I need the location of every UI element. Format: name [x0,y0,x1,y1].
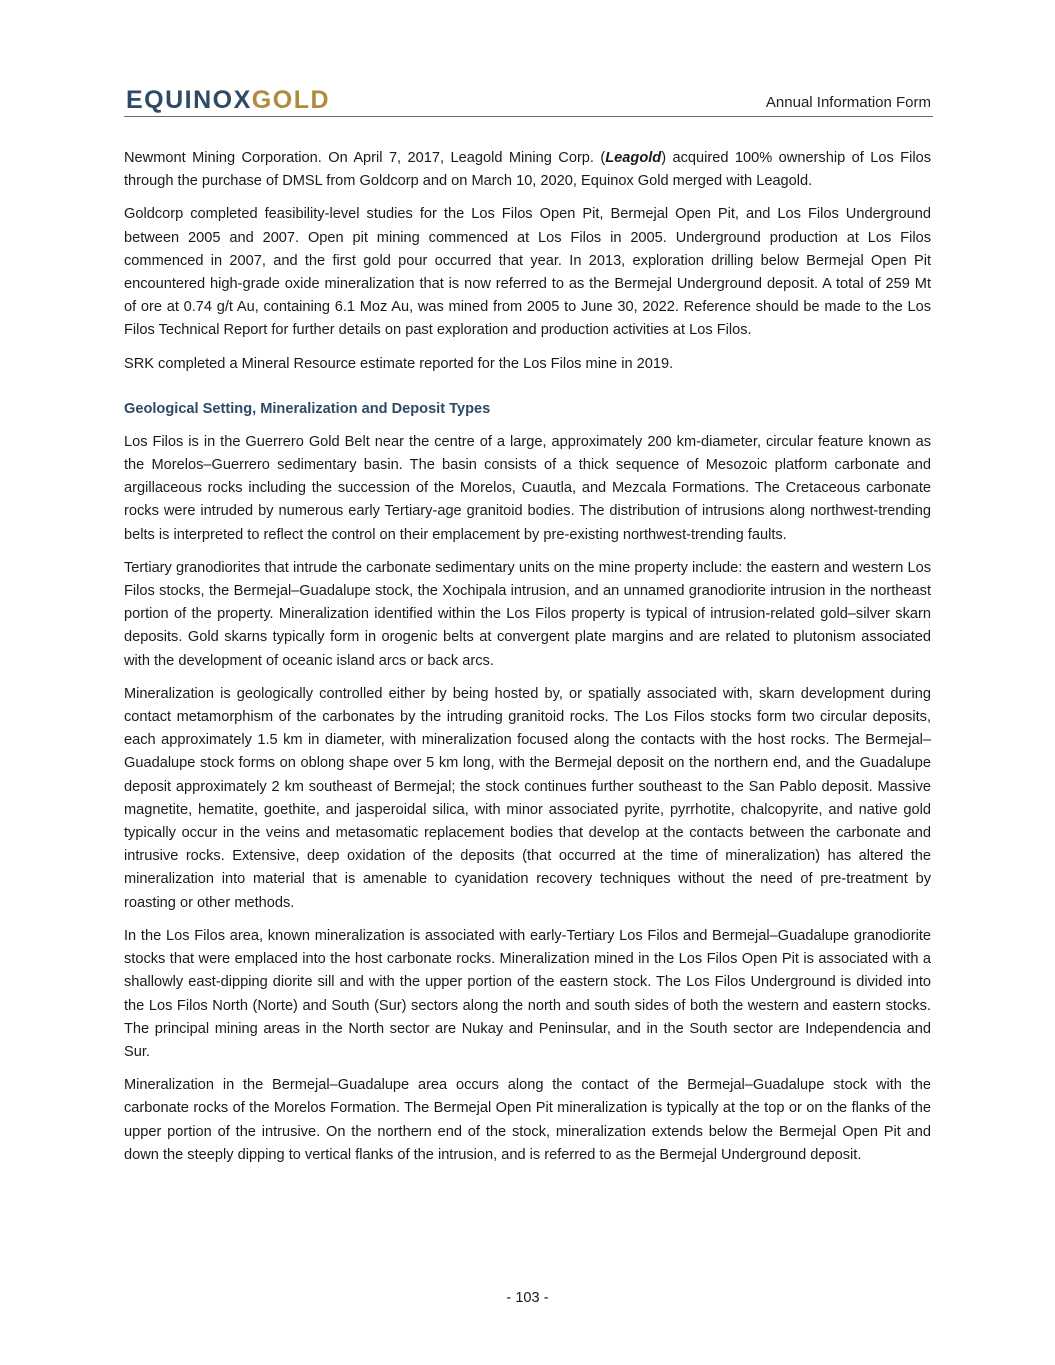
logo-text-equinox: EQUINOX [126,86,252,114]
paragraph-intrusions: Tertiary granodiorites that intrude the carbonate sedimentary units on the mine property include: the eastern and western Los Filos stocks, the Bermejal–Guadalupe stock, the Xochipala intrusion, and an unnamed granodiorite intrusion in the northeast portion of the property. Mineralization identified within the Los Filos property is typical of intrusion-related gold–silver skarn deposits. Gold skarns typically form in orogenic belts at convergent plate margins and are related to plutonism associated with the development of oceanic island arcs or back arcs. [124,559,931,669]
paragraph-resource-estimate: SRK completed a Mineral Resource estimate reported for the Los Filos mine in 2019. [124,355,674,372]
equinox-gold-logo [126,86,330,114]
paragraph-mineralization-controls: Mineralization is geologically controlled either by being hosted by, or spatially associated with, skarn development during contact metamorphism of the carbonates by the intruding granitoid rocks. The Los Filos stocks form two circular deposits, each approximately 1.5 km in diameter, with mineralization focused along the contacts with the host rocks. The Bermejal–Guadalupe stock forms on oblong shape over 5 km long, with the Bermejal deposit on the northern end, and the Guadalupe deposit approximately 2 km southeast of Bermejal; the stock continues further southeast to the San Pablo deposit. Massive magnetite, hematite, goethite, and jasperoidal silica, with minor associated pyrite, pyrrhotite, chalcopyrite, and native gold typically occur in the veins and metasomatic replacement bodies that develop at the contacts between the carbonate and intrusive rocks. Extensive, deep oxidation of the deposits (that occurred at the time of mineralization) has altered the mineralization into material that is amenable to cyanidation recovery techniques without the need of pre-treatment by roasting or other methods. [124,685,931,911]
paragraph-ownership [124,147,931,193]
paragraph-bermejal-area: Mineralization in the Bermejal–Guadalupe area occurs along the contact of the Bermejal–Guadalupe stock with the carbonate rocks of the Morelos Formation. The Bermejal Open Pit mineralization is typically at the top or on the flanks of the upper portion of the intrusive. On the northern end of the stock, mineralization extends below the Bermejal Open Pit and down the steeply dipping to vertical flanks of the intrusion, and is referred to as the Bermejal Underground deposit. [124,1077,931,1163]
page-body [124,147,931,1177]
document-title: Annual Information Form [765,94,931,111]
paragraph-los-filos-area: In the Los Filos area, known mineralization is associated with early-Tertiary Los Filos and Bermejal–Guadalupe granodiorite stocks that were emplaced into the host carbonate rocks. Mineralization mined in the Los Filos Open Pit is associated with a shallowly east-dipping diorite sill and with the upper portion of the eastern stock. The Los Filos Underground is divided into the Los Filos North (Norte) and South (Sur) sectors along the north and south sides of both the western and eastern stocks. The principal mining areas in the North sector are Nukay and Peninsular, and in the South sector are Independencia and Sur. [124,927,931,1060]
paragraph-history: Goldcorp completed feasibility-level studies for the Los Filos Open Pit, Bermejal Open Pit, and Los Filos Underground between 2005 and 2007. Open pit mining commenced at Los Filos in 2005. Underground production at Los Filos commenced in 2007, and the first gold pour occurred that year. In 2013, exploration drilling below Bermejal Open Pit encountered high-grade oxide mineralization that is now referred to as the Bermejal Underground deposit. A total of 259 Mt of ore at 0.74 g/t Au, containing 6.1 Moz Au, was mined from 2005 to June 30, 2022. Reference should be made to the Los Filos Technical Report for further details on past exploration and production activities at Los Filos. [124,206,931,339]
paragraph-text: Newmont Mining Corporation. On April 7, 2017, Leagold Mining Corp. ( [124,150,606,166]
logo-text-gold: GOLD [251,86,331,114]
section-heading: Geological Setting, Mineralization and Deposit Types [124,400,491,417]
page-header [124,84,933,117]
paragraph-text: ) acquired 100% ownership of Los Filos through the purchase of DMSL from Goldcorp and on March 10, 2020, Equinox Gold merged with Leagold. [124,150,931,190]
page-number: - 103 - [506,1290,549,1306]
paragraph-regional-geology: Los Filos is in the Guerrero Gold Belt near the centre of a large, approximately 200 km-diameter, circular feature known as the Morelos–Guerrero sedimentary basin. The basin consists of a thick sequence of Mesozoic platform carbonate and argillaceous rocks including the succession of the Morelos, Cuautla, and Mezcala Formations. The Cretaceous carbonate rocks were intruded by numerous early Tertiary-age granitoid bodies. The distribution of intrusions along northwest-trending belts is interpreted to reflect the control on their emplacement by pre-existing northwest-trending faults. [124,433,931,543]
defined-term-leagold: Leagold [605,150,662,166]
